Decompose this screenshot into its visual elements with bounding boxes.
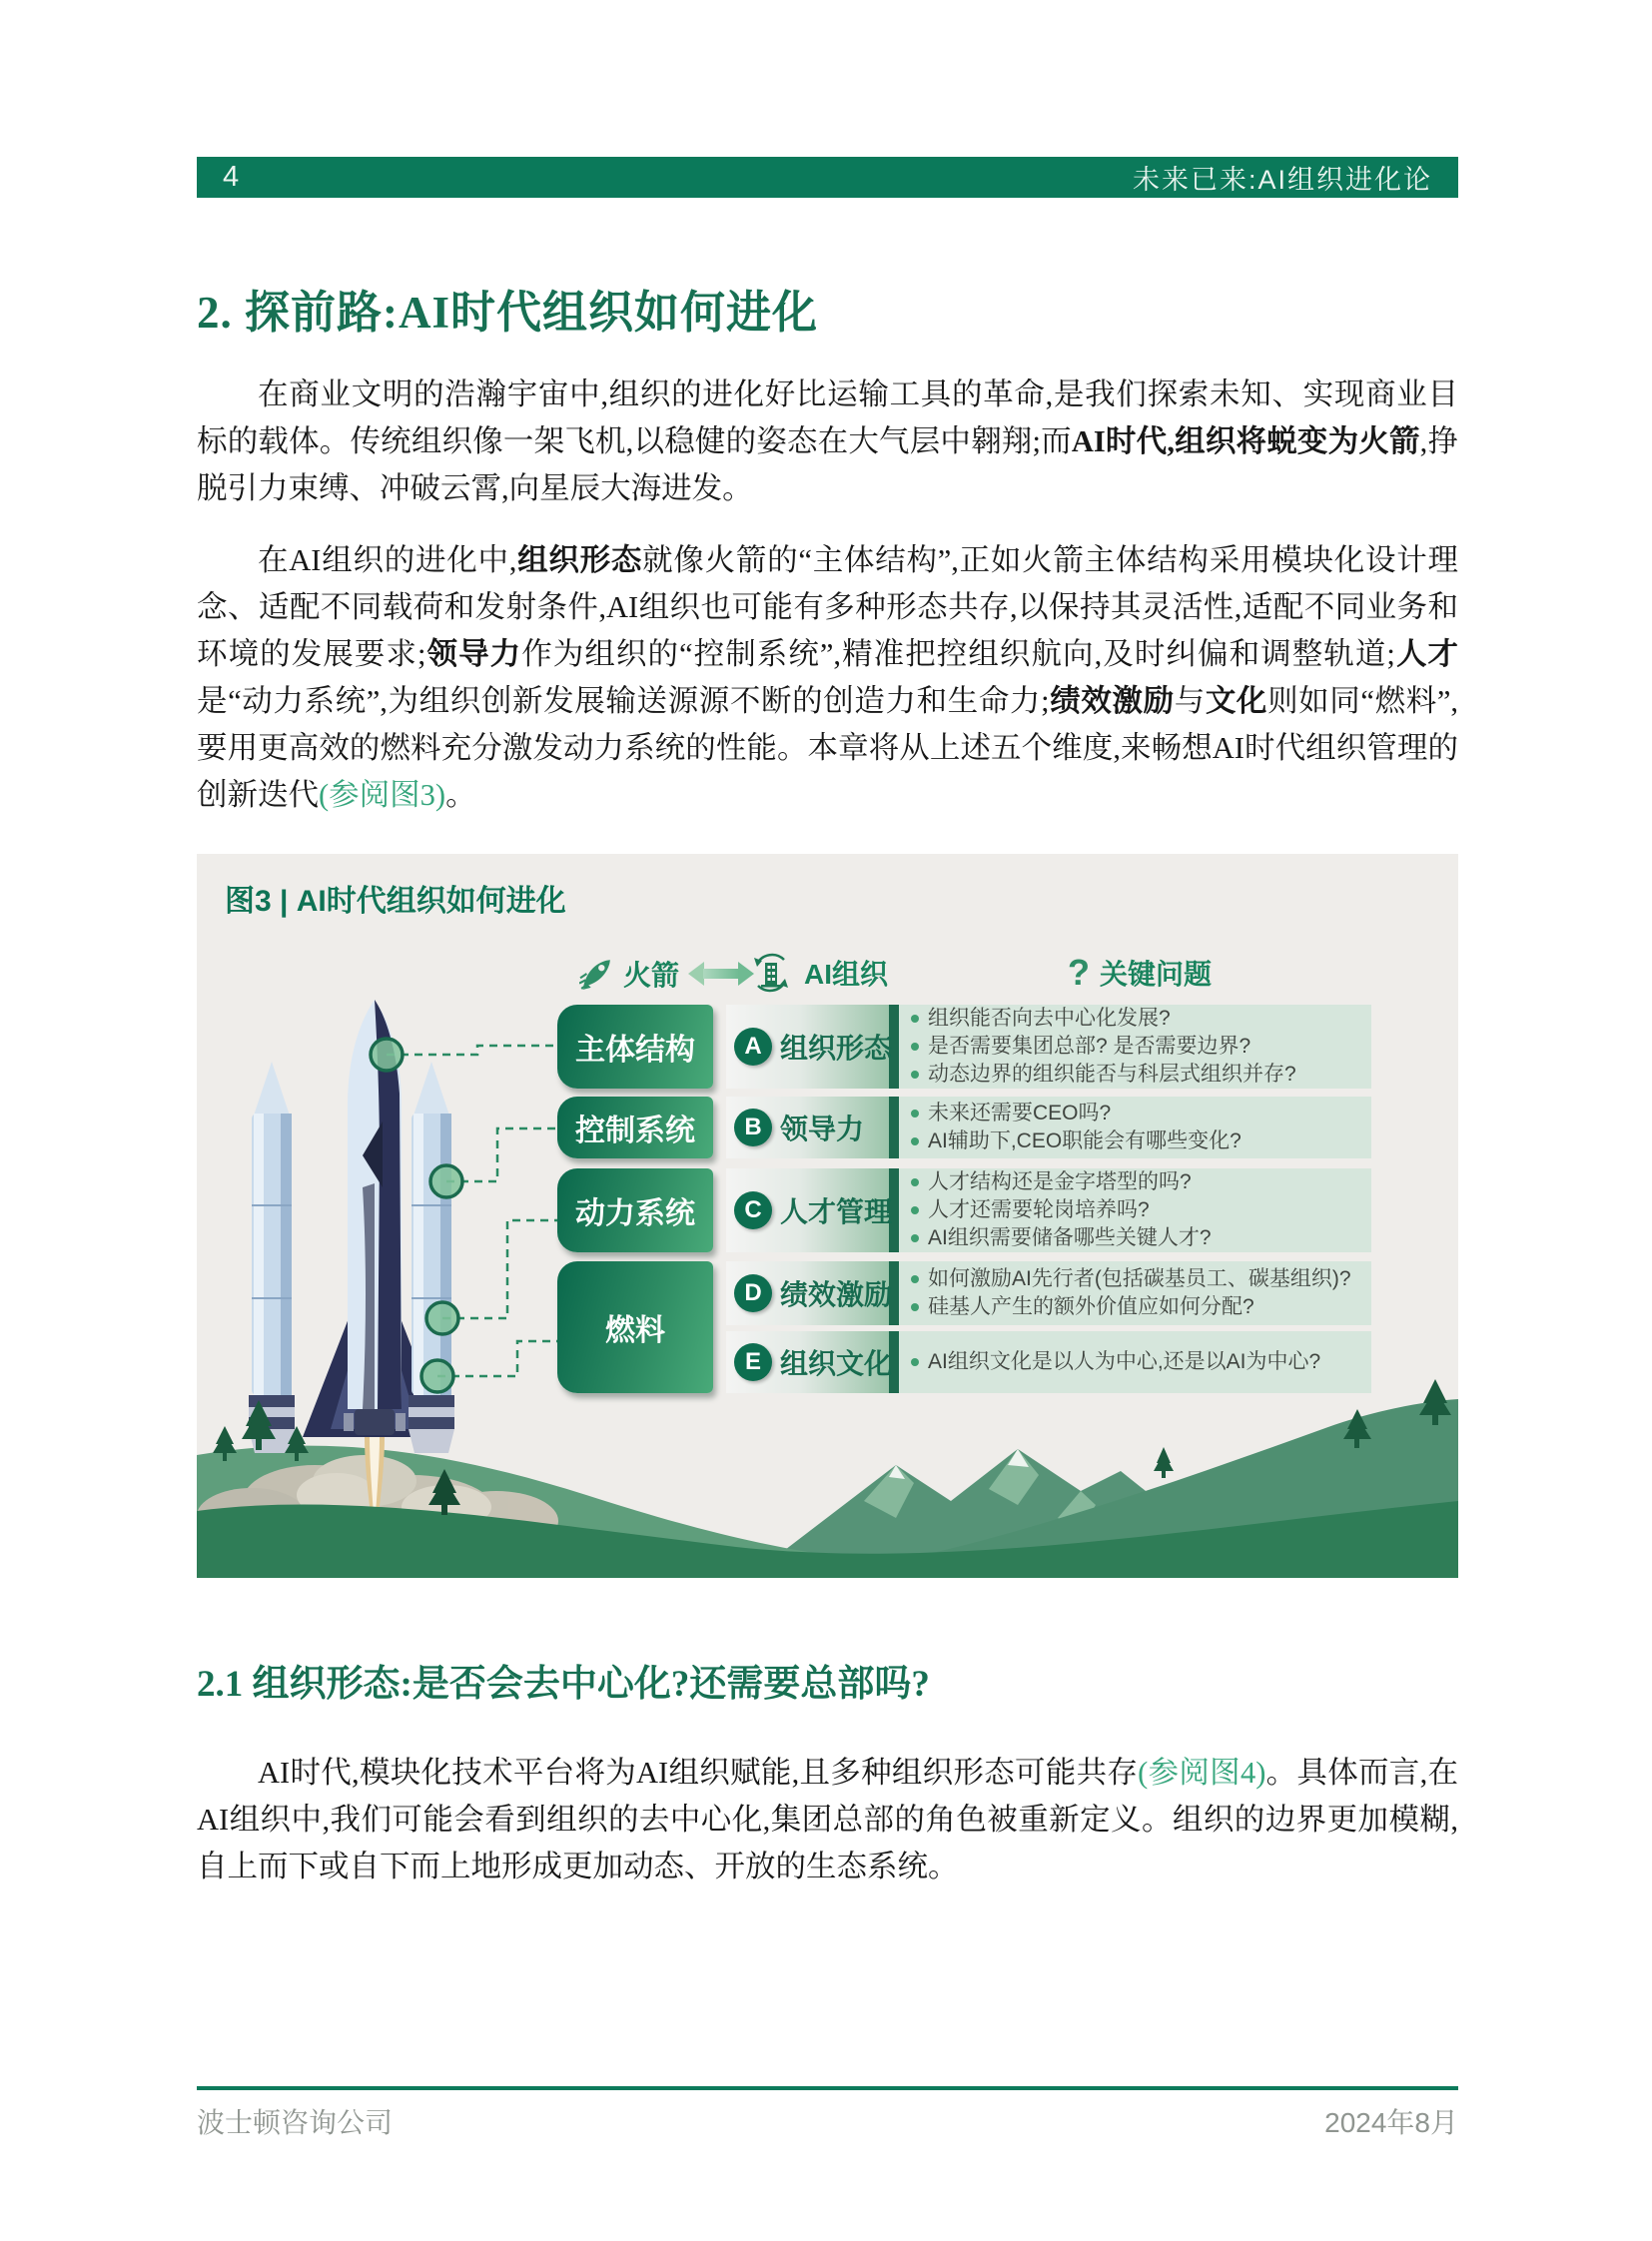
bullet-dot bbox=[911, 1303, 919, 1311]
bullet-dot bbox=[911, 1206, 919, 1214]
text-run: 。具体而言,在AI组织中,我们可能会看到组织的去中心化,集团总部的角色被重新定义。组织的边界更加模糊,自上而下或自下而上地形成更加动态、开放的生态系统。 bbox=[197, 1756, 1458, 1883]
part-label: 动力系统 bbox=[575, 1197, 695, 1230]
bullet-dot bbox=[911, 1234, 919, 1242]
question-text: 是否需要集团总部? 是否需要边界? bbox=[928, 1035, 1251, 1058]
question-item bbox=[911, 1005, 1371, 1033]
part-label: 燃料 bbox=[605, 1314, 665, 1347]
question-item bbox=[911, 1127, 1371, 1155]
text-run: 是“动力系统”,为组织创新发展输送源源不断的创造力和生命力; bbox=[197, 684, 1050, 718]
letter-badge: C bbox=[734, 1191, 772, 1229]
document-title: 未来已来:AI组织进化论 bbox=[1132, 165, 1432, 195]
question-text: 未来还需要CEO吗? bbox=[928, 1102, 1112, 1124]
key-questions-cell-e bbox=[899, 1331, 1371, 1393]
question-item bbox=[911, 1196, 1371, 1224]
question-text: 如何激励AI先行者(包括碳基员工、碳基组织)? bbox=[928, 1267, 1351, 1290]
question-text: AI辅助下,CEO职能会有哪些变化? bbox=[928, 1129, 1241, 1152]
question-item bbox=[911, 1224, 1371, 1252]
text-run: 与 bbox=[1174, 684, 1206, 718]
legend-ai-org bbox=[748, 950, 888, 996]
bullet-dot bbox=[911, 1275, 919, 1283]
figure3-reference-link[interactable]: (参阅图3) bbox=[319, 778, 446, 812]
text-run-bold: 领导力 bbox=[425, 637, 522, 671]
bullet-dot bbox=[911, 1043, 919, 1051]
legend-ai-org-label: AI组织 bbox=[804, 959, 889, 990]
footer-company: 波士顿咨询公司 bbox=[197, 2107, 394, 2138]
org-dimension-cell-e bbox=[726, 1331, 899, 1393]
legend-rocket-label: 火箭 bbox=[623, 960, 680, 991]
question-text: AI组织文化是以人为中心,还是以AI为中心? bbox=[928, 1350, 1321, 1373]
key-questions-cell-b bbox=[899, 1097, 1371, 1158]
question-item bbox=[911, 1100, 1371, 1127]
bullet-dot bbox=[911, 1015, 919, 1023]
org-dimension-label: 组织形态 bbox=[780, 1033, 893, 1064]
bullet-dot bbox=[911, 1071, 919, 1079]
bullet-dot bbox=[911, 1178, 919, 1186]
rocket-part-box-fuel bbox=[557, 1261, 713, 1393]
org-dimension-label: 人才管理 bbox=[780, 1196, 893, 1227]
question-text: 组织能否向去中心化发展? bbox=[928, 1007, 1171, 1030]
text-run: 就像火箭的“主体结构”,正如火箭主体结构采用模块化设计理念、适配不同载荷和发射条件,AI组织也可能有多种形态共存,以保持其灵活性,适配不同业务和环境的发展要求; bbox=[197, 543, 1458, 671]
subsection-heading: 2.1 组织形态:是否会去中心化?还需要总部吗? bbox=[197, 1664, 930, 1705]
key-questions-cell-d bbox=[899, 1261, 1371, 1325]
part-label: 主体结构 bbox=[575, 1034, 695, 1067]
section-heading: 2. 探前路:AI时代组织如何进化 bbox=[197, 288, 818, 338]
question-text: 动态边界的组织能否与科层式组织并存? bbox=[928, 1063, 1296, 1086]
org-dimension-label: 绩效激励 bbox=[780, 1279, 893, 1310]
footer-rule bbox=[197, 2086, 1458, 2090]
page-footer bbox=[197, 2101, 1458, 2141]
question-text: AI组织需要储备哪些关键人才? bbox=[928, 1226, 1212, 1249]
letter-badge: D bbox=[734, 1274, 772, 1312]
key-questions-cell-a bbox=[899, 1005, 1371, 1089]
text-run: 则如同“燃料”,要用更高效的燃料充分激发动力系统的性能。本章将从上述五个维度,来畅想AI时代组织管理的创新迭代 bbox=[197, 684, 1458, 812]
text-run-bold: 人才 bbox=[1394, 637, 1459, 671]
text-run-bold: AI时代,组织将蜕变为火箭 bbox=[1071, 424, 1420, 458]
rocket-part-box-control bbox=[557, 1097, 713, 1158]
text-run: AI时代,模块化技术平台将为AI组织赋能,且多种组织形态可能共存 bbox=[258, 1756, 1139, 1790]
org-dimension-cell-d bbox=[726, 1261, 899, 1325]
text-run-bold: 文化 bbox=[1205, 684, 1268, 718]
part-label: 控制系统 bbox=[575, 1115, 695, 1147]
org-dimension-label: 领导力 bbox=[780, 1114, 865, 1144]
footer-date: 2024年8月 bbox=[1324, 2107, 1458, 2138]
legend-key-questions-label: 关键问题 bbox=[1100, 959, 1213, 990]
rocket-part-box-body bbox=[557, 1005, 713, 1089]
bullet-dot bbox=[911, 1358, 919, 1366]
letter-badge: A bbox=[734, 1028, 772, 1066]
paragraph bbox=[197, 537, 1458, 819]
bullet-dot bbox=[911, 1110, 919, 1118]
rocket-part-box-power bbox=[557, 1168, 713, 1252]
legend-rocket bbox=[579, 954, 679, 994]
question-item bbox=[911, 1348, 1371, 1376]
figure-3 bbox=[197, 854, 1458, 1578]
question-item bbox=[911, 1033, 1371, 1061]
figure4-reference-link[interactable]: (参阅图4) bbox=[1138, 1756, 1266, 1790]
legend-key-questions bbox=[1068, 952, 1212, 994]
bullet-dot bbox=[911, 1137, 919, 1145]
question-text: 硅基人产生的额外价值应如何分配? bbox=[928, 1295, 1254, 1318]
letter-badge: E bbox=[734, 1343, 772, 1381]
text-run: 作为组织的“控制系统”,精准把控组织航向,及时纠偏和调整轨道; bbox=[521, 637, 1395, 671]
question-item bbox=[911, 1168, 1371, 1196]
org-dimension-cell-c bbox=[726, 1168, 899, 1252]
question-text: 人才还需要轮岗培养吗? bbox=[928, 1198, 1150, 1221]
org-dimension-cell-a bbox=[726, 1005, 899, 1089]
figure-title: 图3 | AI时代组织如何进化 bbox=[225, 885, 566, 918]
text-run: ,挣脱引力束缚、冲破云霄,向星辰大海进发。 bbox=[197, 424, 1458, 505]
ai-organization-icon bbox=[748, 950, 794, 996]
page-header-bar bbox=[197, 157, 1458, 198]
text-run: 。 bbox=[445, 778, 476, 812]
org-dimension-label: 组织文化 bbox=[780, 1348, 893, 1379]
rocket-icon bbox=[579, 957, 613, 991]
question-item bbox=[911, 1293, 1371, 1321]
letter-badge: B bbox=[734, 1109, 772, 1146]
text-run: 在商业文明的浩瀚宇宙中,组织的进化好比运输工具的革命,是我们探索未知、实现商业目标的载体。传统组织像一架飞机,以稳健的姿态在大气层中翱翔;而 bbox=[197, 377, 1458, 458]
key-questions-cell-c bbox=[899, 1168, 1371, 1252]
question-item bbox=[911, 1265, 1371, 1293]
text-run-bold: 组织形态 bbox=[516, 543, 643, 577]
text-run: 在AI组织的进化中, bbox=[258, 543, 517, 577]
question-mark-icon: ? bbox=[1068, 952, 1090, 993]
org-dimension-cell-b bbox=[726, 1097, 899, 1158]
question-item bbox=[911, 1061, 1371, 1089]
double-arrow-icon bbox=[688, 961, 754, 987]
text-run-bold: 绩效激励 bbox=[1049, 684, 1175, 718]
question-text: 人才结构还是金字塔型的吗? bbox=[928, 1170, 1192, 1193]
paragraph bbox=[197, 1750, 1458, 1890]
paragraph bbox=[197, 372, 1458, 512]
page-number: 4 bbox=[223, 161, 240, 193]
